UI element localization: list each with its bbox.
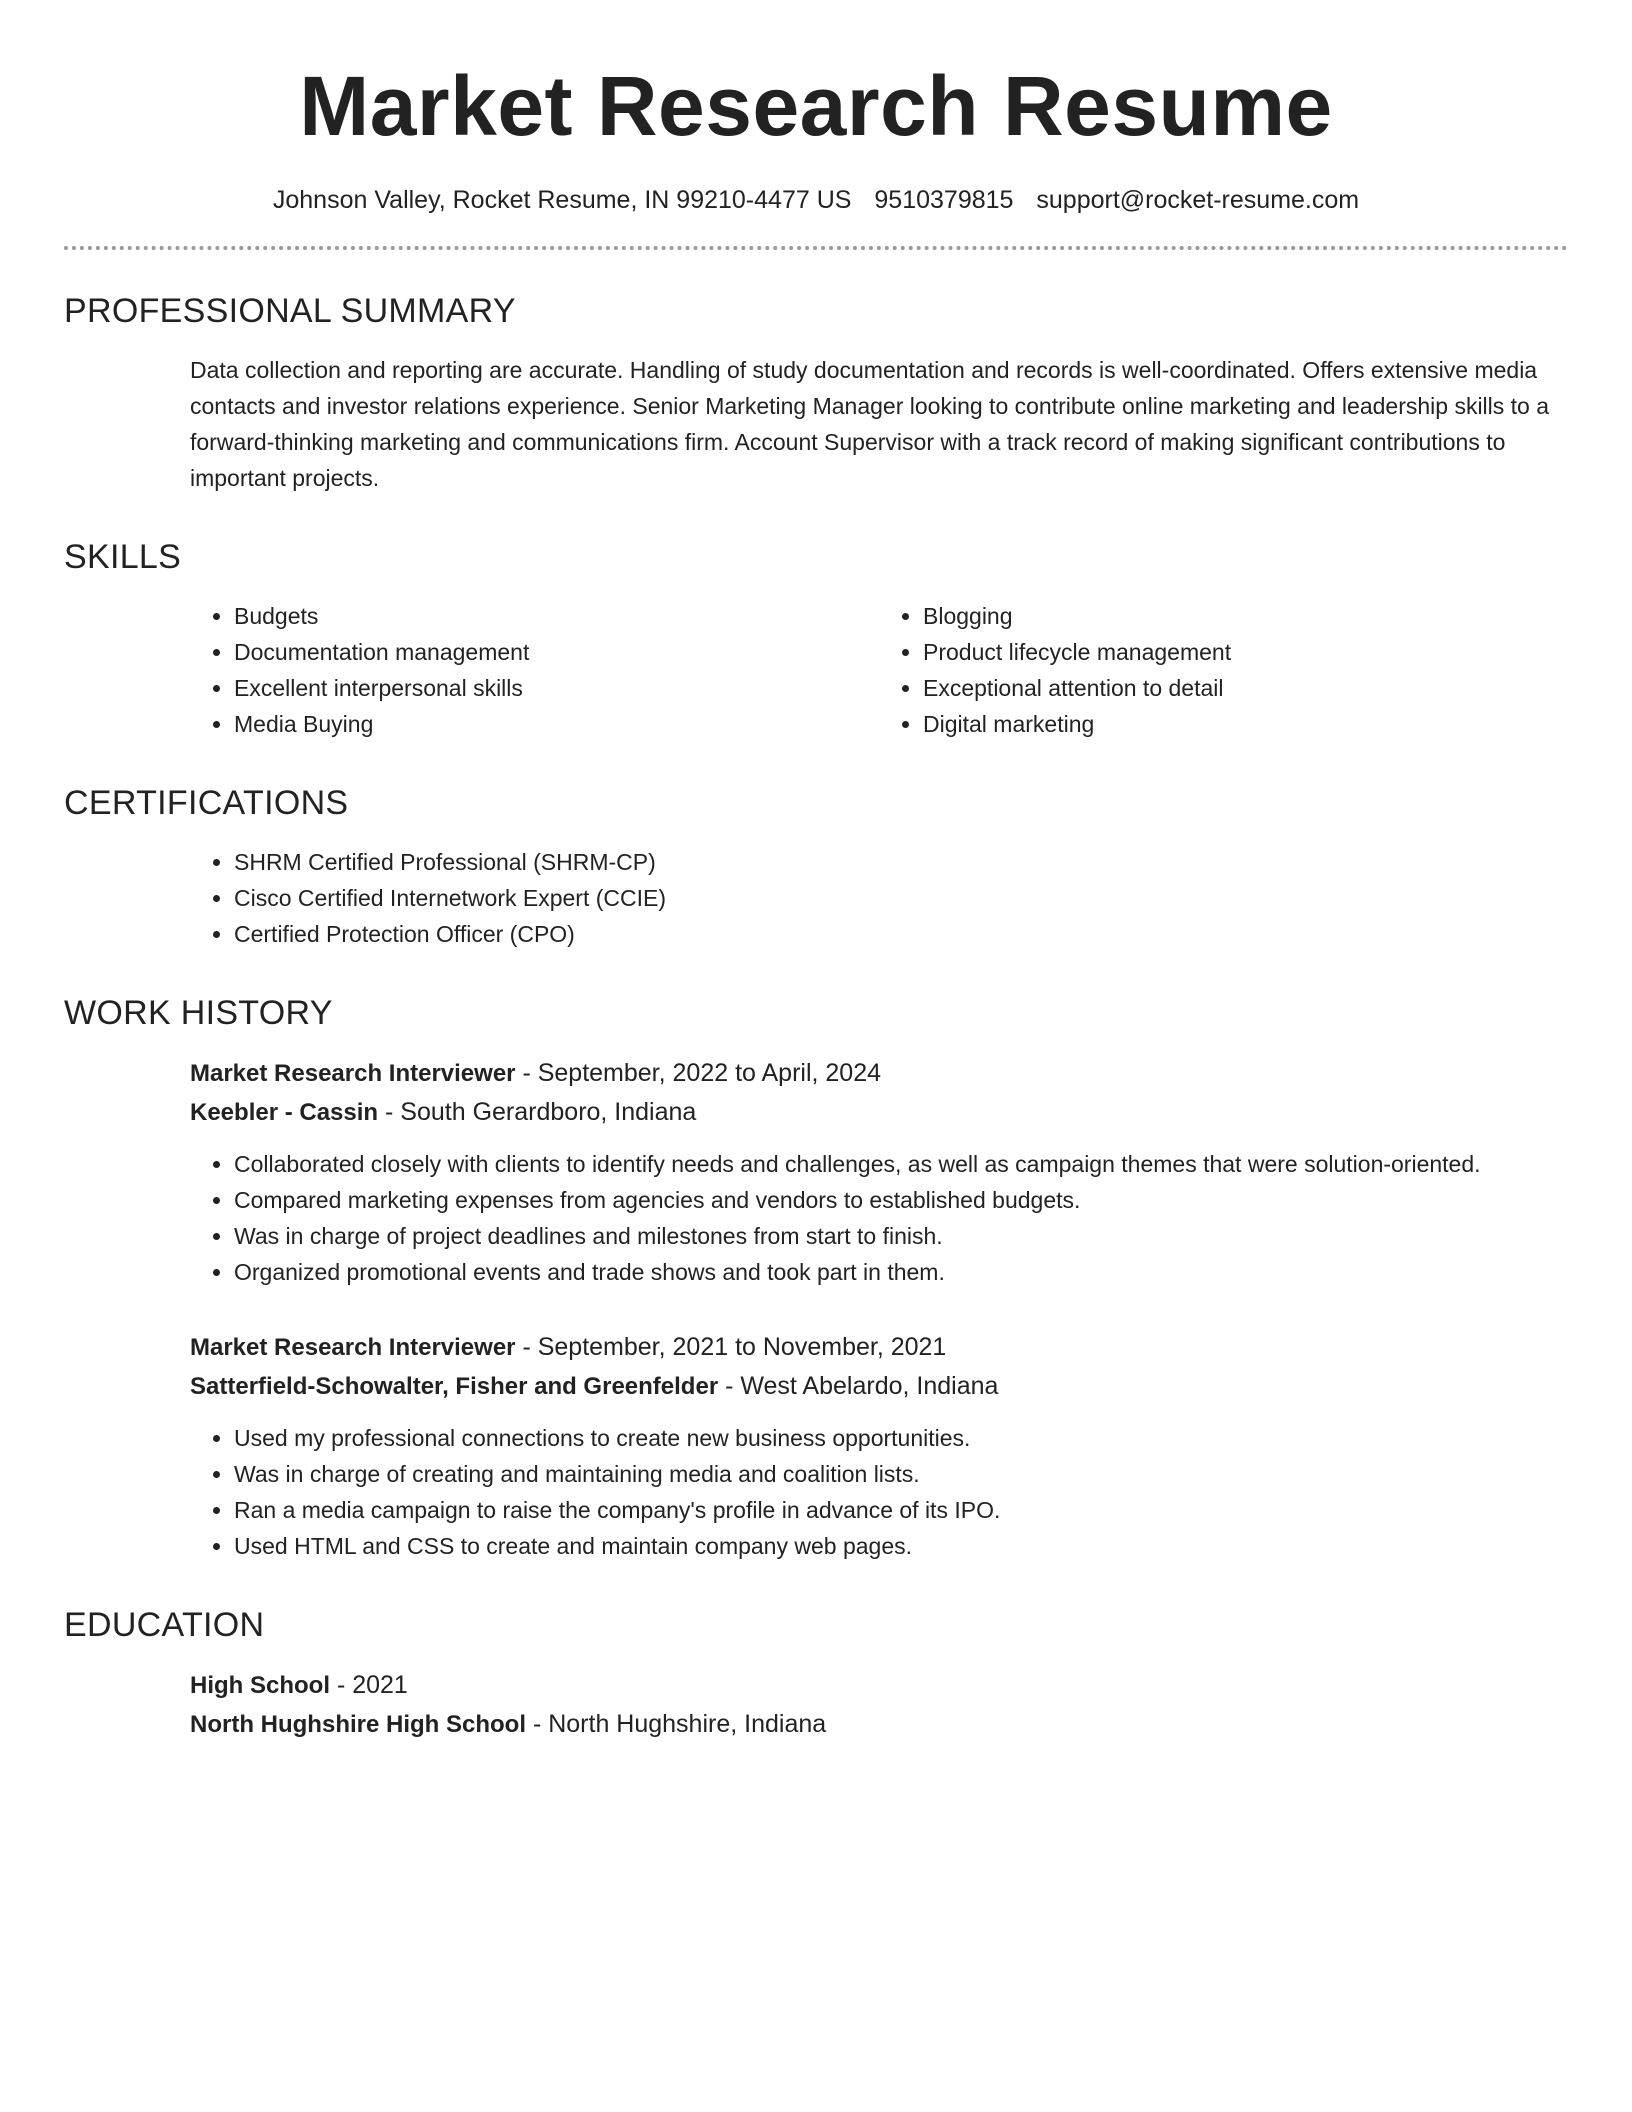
- skill-item: • Budgets: [234, 598, 879, 634]
- education-section: [64, 1604, 1568, 1744]
- resume-title: Market Research Resume: [299, 59, 1333, 153]
- certification-item: • Cisco Certified Internetwork Expert (CCIE): [234, 880, 1568, 916]
- skill-item: • Blogging: [923, 598, 1568, 634]
- certifications-list: [190, 844, 1568, 952]
- job-bullet: • Collaborated closely with clients to identify needs and challenges, as well as campaign themes that were solution-oriented.: [234, 1146, 1568, 1182]
- contact-phone: 9510379815: [874, 186, 1014, 214]
- header-divider: [64, 246, 1568, 250]
- skills-list-right: [879, 598, 1568, 742]
- job-bullet: • Compared marketing expenses from agencies and vendors to established budgets.: [234, 1182, 1568, 1218]
- job-title-line: [190, 1054, 1568, 1093]
- job-entry: [190, 1328, 1568, 1564]
- job-bullet: • Ran a media campaign to raise the company's profile in advance of its IPO.: [234, 1492, 1568, 1528]
- job-entry: [190, 1054, 1568, 1290]
- job-bullets: [190, 1146, 1568, 1290]
- education-year: - 2021: [330, 1671, 408, 1699]
- job-bullet: • Was in charge of creating and maintaining media and coalition lists.: [234, 1456, 1568, 1492]
- skills-heading: SKILLS: [64, 538, 182, 576]
- skills-grid: [190, 598, 1568, 742]
- job-company-line: [190, 1093, 1568, 1132]
- skill-item: • Digital marketing: [923, 706, 1568, 742]
- contact-line: [64, 184, 1568, 216]
- job-company-line: [190, 1367, 1568, 1406]
- job-dates: - September, 2022 to April, 2024: [515, 1059, 882, 1087]
- certification-item: • SHRM Certified Professional (SHRM-CP): [234, 844, 1568, 880]
- job-bullet: • Organized promotional events and trade shows and took part in them.: [234, 1254, 1568, 1290]
- skill-item: • Excellent interpersonal skills: [234, 670, 879, 706]
- job-bullets: [190, 1420, 1568, 1564]
- job-company: Satterfield-Schowalter, Fisher and Greenfelder: [190, 1373, 719, 1400]
- education-school-line: [190, 1705, 1568, 1744]
- education-heading: EDUCATION: [64, 1606, 265, 1644]
- job-location: - West Abelardo, Indiana: [718, 1372, 999, 1400]
- job-title: Market Research Interviewer: [190, 1334, 516, 1361]
- job-title: Market Research Interviewer: [190, 1060, 516, 1087]
- summary-text: Data collection and reporting are accurate. Handling of study documentation and records is well-coordinated. Offers extensive media contacts and investor relations experience. Senior Marketing Manager looking to contribute online marketing and leadership skills to a forward-thinking marketing and communications firm. Account Supervisor with a track record of making significant contributions to important projects.: [190, 357, 1550, 491]
- education-degree: High School: [190, 1672, 330, 1699]
- contact-address: Johnson Valley, Rocket Resume, IN 99210-4477 US: [272, 186, 852, 214]
- certifications-heading: CERTIFICATIONS: [64, 784, 349, 822]
- education-school: North Hughshire High School: [190, 1711, 526, 1738]
- education-location: - North Hughshire, Indiana: [526, 1710, 827, 1738]
- job-bullet: • Was in charge of project deadlines and milestones from start to finish.: [234, 1218, 1568, 1254]
- job-company: Keebler - Cassin: [190, 1099, 379, 1126]
- skill-item: • Product lifecycle management: [923, 634, 1568, 670]
- summary-heading: PROFESSIONAL SUMMARY: [64, 292, 516, 330]
- work-history-section: [64, 992, 1568, 1564]
- education-degree-line: [190, 1666, 1568, 1705]
- certifications-section: [64, 782, 1568, 952]
- education-entry: [190, 1666, 1568, 1744]
- skill-item: • Documentation management: [234, 634, 879, 670]
- skill-item: • Exceptional attention to detail: [923, 670, 1568, 706]
- job-title-line: [190, 1328, 1568, 1367]
- job-bullet: • Used my professional connections to create new business opportunities.: [234, 1420, 1568, 1456]
- job-bullet: • Used HTML and CSS to create and maintain company web pages.: [234, 1528, 1568, 1564]
- job-location: - South Gerardboro, Indiana: [378, 1098, 697, 1126]
- job-dates: - September, 2021 to November, 2021: [515, 1333, 947, 1361]
- work-history-heading: WORK HISTORY: [64, 994, 333, 1032]
- skill-item: • Media Buying: [234, 706, 879, 742]
- summary-section: [64, 290, 1568, 496]
- contact-email: support@rocket-resume.com: [1036, 186, 1360, 214]
- skills-section: [64, 536, 1568, 742]
- skills-list-left: [190, 598, 879, 742]
- certification-item: • Certified Protection Officer (CPO): [234, 916, 1568, 952]
